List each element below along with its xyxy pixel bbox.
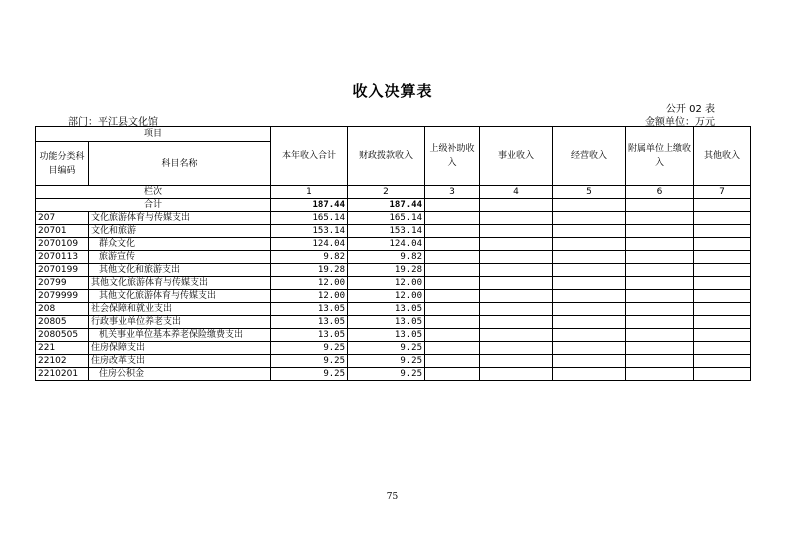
table-row	[36, 290, 751, 303]
row-fiscal: 19.28	[348, 264, 425, 277]
row-name: 住房改革支出	[89, 355, 271, 368]
row-total: 165.14	[271, 212, 348, 225]
income-table	[35, 126, 751, 381]
row-code: 2079999	[36, 290, 89, 303]
table-row	[36, 264, 751, 277]
row-fiscal: 153.14	[348, 225, 425, 238]
row-name: 其他文化旅游体育与传媒支出	[89, 290, 271, 303]
row-code: 22102	[36, 355, 89, 368]
row-name: 行政事业单位养老支出	[89, 316, 271, 329]
row-code: 20701	[36, 225, 89, 238]
table-row	[36, 368, 751, 381]
row-total: 13.05	[271, 303, 348, 316]
row-code: 221	[36, 342, 89, 355]
row-name: 其他文化和旅游支出	[89, 264, 271, 277]
form-number: 公开 02 表	[665, 104, 715, 115]
table-row	[36, 251, 751, 264]
row-code: 207	[36, 212, 89, 225]
table-row	[36, 342, 751, 355]
col-index-4: 4	[480, 186, 553, 199]
header-code: 功能分类科目编码	[36, 142, 89, 186]
row-fiscal: 9.25	[348, 368, 425, 381]
col-index-7: 7	[694, 186, 751, 199]
table-row	[36, 212, 751, 225]
header-other: 其他收入	[694, 127, 751, 186]
row-fiscal: 9.82	[348, 251, 425, 264]
row-total: 9.25	[271, 355, 348, 368]
header-superior: 上级补助收入	[425, 127, 480, 186]
row-fiscal: 9.25	[348, 355, 425, 368]
header-name: 科目名称	[89, 142, 271, 186]
row-name: 其他文化旅游体育与传媒支出	[89, 277, 271, 290]
table-row	[36, 329, 751, 342]
row-code: 20805	[36, 316, 89, 329]
row-name: 文化旅游体育与传媒支出	[89, 212, 271, 225]
page-number: 75	[386, 492, 399, 502]
row-fiscal: 13.05	[348, 303, 425, 316]
col-index-label: 栏次	[36, 186, 271, 199]
sum-total: 187.44	[271, 199, 348, 212]
row-code: 208	[36, 303, 89, 316]
header-fiscal: 财政拨款收入	[348, 127, 425, 186]
department-label: 部门：平江县文化馆	[68, 117, 158, 128]
row-code: 2210201	[36, 368, 89, 381]
row-total: 153.14	[271, 225, 348, 238]
row-total: 9.82	[271, 251, 348, 264]
table-row	[36, 316, 751, 329]
table-row	[36, 303, 751, 316]
row-name: 住房公积金	[89, 368, 271, 381]
row-total: 12.00	[271, 277, 348, 290]
row-fiscal: 12.00	[348, 277, 425, 290]
row-total: 124.04	[271, 238, 348, 251]
row-name: 旅游宣传	[89, 251, 271, 264]
col-index-3: 3	[425, 186, 480, 199]
table-row	[36, 277, 751, 290]
row-name: 机关事业单位基本养老保险缴费支出	[89, 329, 271, 342]
row-total: 13.05	[271, 329, 348, 342]
row-total: 9.25	[271, 342, 348, 355]
row-code: 2070109	[36, 238, 89, 251]
row-code: 2070199	[36, 264, 89, 277]
sum-fiscal: 187.44	[348, 199, 425, 212]
page-title: 收入决算表	[352, 82, 433, 100]
row-fiscal: 12.00	[348, 290, 425, 303]
header-operating: 经营收入	[553, 127, 626, 186]
row-code: 2080505	[36, 329, 89, 342]
col-index-5: 5	[553, 186, 626, 199]
row-name: 群众文化	[89, 238, 271, 251]
col-index-1: 1	[271, 186, 348, 199]
row-total: 19.28	[271, 264, 348, 277]
row-code: 2070113	[36, 251, 89, 264]
row-fiscal: 13.05	[348, 316, 425, 329]
row-name: 文化和旅游	[89, 225, 271, 238]
col-index-2: 2	[348, 186, 425, 199]
row-fiscal: 165.14	[348, 212, 425, 225]
row-total: 12.00	[271, 290, 348, 303]
row-total: 13.05	[271, 316, 348, 329]
table-row	[36, 225, 751, 238]
row-fiscal: 13.05	[348, 329, 425, 342]
sum-label: 合计	[36, 199, 271, 212]
row-name: 社会保障和就业支出	[89, 303, 271, 316]
row-name: 住房保障支出	[89, 342, 271, 355]
header-item: 项目	[36, 127, 271, 142]
row-fiscal: 124.04	[348, 238, 425, 251]
row-total: 9.25	[271, 368, 348, 381]
table-row	[36, 238, 751, 251]
unit-label: 金额单位：万元	[645, 117, 715, 128]
sum-row	[36, 199, 751, 212]
table-row	[36, 355, 751, 368]
header-total: 本年收入合计	[271, 127, 348, 186]
col-index-6: 6	[626, 186, 694, 199]
row-code: 20799	[36, 277, 89, 290]
row-fiscal: 9.25	[348, 342, 425, 355]
header-business: 事业收入	[480, 127, 553, 186]
header-affiliated: 附属单位上缴收入	[626, 127, 694, 186]
